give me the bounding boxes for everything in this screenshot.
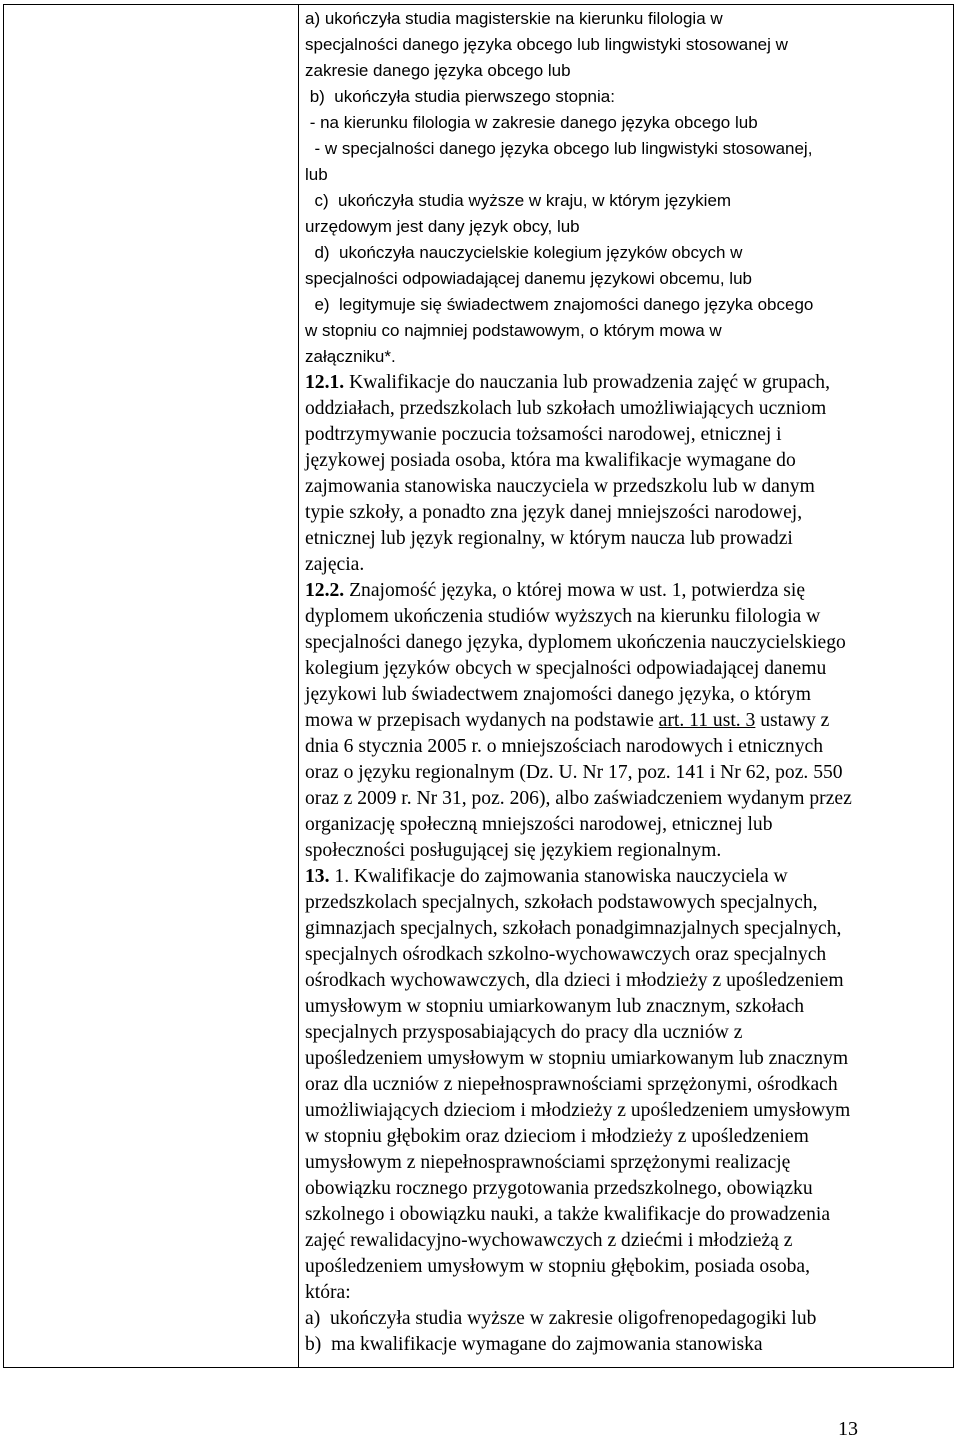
text-line: upośledzeniem umysłowym w stopniu umiarkowanym lub znacznym: [305, 1048, 849, 1069]
text-line: specjalności danego języka, dyplomem ukończenia nauczycielskiego: [305, 632, 846, 653]
text-segment: Kwalifikacje do nauczania lub prowadzenia zajęć w grupach,: [344, 372, 830, 393]
text-line: która:: [305, 1282, 351, 1303]
text-line: oddziałach, przedszkolach lub szkołach umożliwiających uczniom: [305, 398, 827, 419]
text-line: umysłowym w stopniu umiarkowanym lub znacznym, szkołach: [305, 996, 805, 1017]
text-line: specjalnych przysposabiających do pracy dla uczniów z: [305, 1022, 743, 1043]
text-line: załączniku*.: [305, 347, 396, 366]
text-line: b) ukończyła studia pierwszego stopnia:: [305, 87, 615, 106]
text-line: specjalnych ośrodkach szkolno-wychowawczych oraz specjalnych: [305, 944, 827, 965]
text-line: w stopniu co najmniej podstawowym, o którym mowa w: [305, 321, 722, 340]
text-line: przedszkolach specjalnych, szkołach podstawowych specjalnych,: [305, 892, 818, 913]
text-line: kolegium języków obcych w specjalności odpowiadającej danemu: [305, 658, 827, 679]
text-line: w stopniu głębokim oraz dzieciom i młodzieży z upośledzeniem: [305, 1126, 809, 1147]
text-line: ośrodkach wychowawczych, dla dzieci i młodzieży z upośledzeniem: [305, 970, 844, 991]
text-line: etnicznej lub język regionalny, w którym naucza lub prowadzi: [305, 528, 793, 549]
text-line: d) ukończyła nauczycielskie kolegium języków obcych w: [305, 243, 743, 262]
legal-reference-link[interactable]: art. 11 ust. 3: [658, 710, 756, 731]
text-line: lub: [305, 165, 328, 184]
text-line: dnia 6 stycznia 2005 r. o mniejszościach narodowych i etnicznych: [305, 736, 823, 757]
text-line: - w specjalności danego języka obcego lub lingwistyki stosowanej,: [305, 139, 813, 158]
text-line: oraz dla uczniów z niepełnosprawnościami sprzężonymi, ośrodkach: [305, 1074, 838, 1095]
text-line: językowej posiada osoba, która ma kwalifikacje wymagane do: [305, 450, 796, 471]
text-line: [305, 708, 945, 734]
section-number: 13.: [305, 866, 330, 887]
text-line: e) legitymuje się świadectwem znajomości danego języka obcego: [305, 295, 814, 314]
text-line: zajęć rewalidacyjno-wychowawczych z dziećmi i młodzieżą z: [305, 1230, 793, 1251]
text-line: zakresie danego języka obcego lub: [305, 61, 571, 80]
text-line: szkolnego i obowiązku nauki, a także kwalifikacje do prowadzenia: [305, 1204, 831, 1225]
text-line: dyplomem ukończenia studiów wyższych na kierunku filologia w: [305, 606, 821, 627]
text-line: - na kierunku filologia w zakresie danego języka obcego lub: [305, 113, 758, 132]
page-number: 13: [838, 1418, 858, 1440]
text-line: podtrzymywanie poczucia tożsamości narodowej, etnicznej i: [305, 424, 782, 445]
text-line: organizację społeczną mniejszości narodowej, etnicznej lub: [305, 814, 773, 835]
text-line: językowi lub świadectwem znajomości danego języka, o którym: [305, 684, 812, 705]
text-line: umysłowym z niepełnosprawnościami sprzężonymi realizację: [305, 1152, 791, 1173]
text-line: specjalności danego języka obcego lub lingwistyki stosowanej w: [305, 35, 788, 54]
text-line: społeczności posługującej się językiem regionalnym.: [305, 840, 722, 861]
text-segment: ustawy z: [755, 710, 830, 731]
text-line: c) ukończyła studia wyższe w kraju, w którym językiem: [305, 191, 732, 210]
section-number: 12.2.: [305, 580, 345, 601]
text-line: oraz z 2009 r. Nr 31, poz. 206), albo zaświadczeniem wydanym przez: [305, 788, 852, 809]
text-line: oraz o języku regionalnym (Dz. U. Nr 17, poz. 141 i Nr 62, poz. 550: [305, 762, 843, 783]
column-divider: [298, 5, 299, 1367]
text-line: obowiązku rocznego przygotowania przedszkolnego, obowiązku: [305, 1178, 813, 1199]
text-segment: mowa w przepisach wydanych na podstawie: [305, 710, 659, 731]
text-line: typie szkoły, a ponadto zna język danej mniejszości narodowej,: [305, 502, 803, 523]
content-cell: [305, 6, 945, 1358]
text-line: umożliwiających dzieciom i młodzieży z upośledzeniem umysłowym: [305, 1100, 851, 1121]
text-line: upośledzeniem umysłowym w stopniu głębokim, posiada osoba,: [305, 1256, 811, 1277]
text-line: urzędowym jest dany język obcy, lub: [305, 217, 580, 236]
text-segment: 1. Kwalifikacje do zajmowania stanowiska nauczyciela w: [329, 866, 788, 887]
text-segment: Znajomość języka, o której mowa w ust. 1, potwierdza się: [344, 580, 806, 601]
text-line: gimnazjach specjalnych, szkołach ponadgimnazjalnych specjalnych,: [305, 918, 842, 939]
text-line: zajęcia.: [305, 554, 365, 575]
text-line: a) ukończyła studia magisterskie na kierunku filologia w: [305, 9, 723, 28]
text-line: specjalności odpowiadającej danemu językowi obcemu, lub: [305, 269, 752, 288]
text-line: zajmowania stanowiska nauczyciela w przedszkolu lub w danym: [305, 476, 815, 497]
text-line: b) ma kwalifikacje wymagane do zajmowania stanowiska: [305, 1334, 763, 1355]
text-line: a) ukończyła studia wyższe w zakresie oligofrenopedagogiki lub: [305, 1308, 817, 1329]
text-line: [305, 578, 945, 604]
text-line: [305, 864, 945, 890]
text-line: [305, 370, 945, 396]
section-number: 12.1.: [305, 372, 345, 393]
